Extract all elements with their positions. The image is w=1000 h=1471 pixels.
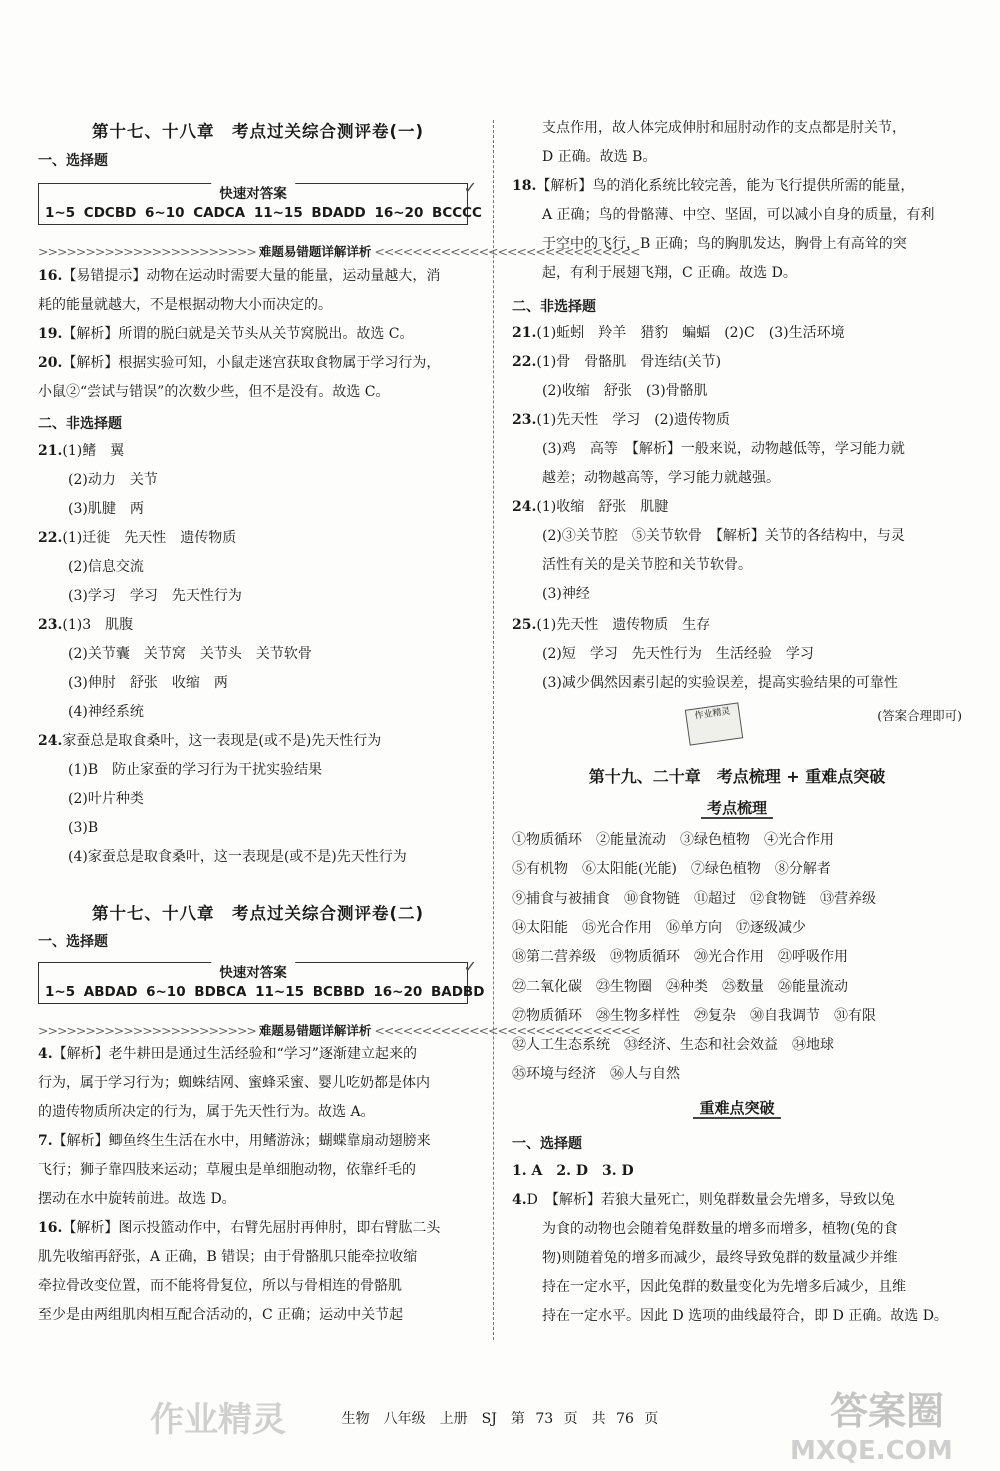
question-number: 21. [38, 443, 63, 459]
kaodian-line: ㉗物质循环 ㉘生物多样性 ㉙复杂 ㉚自我调节 ㉛有限 [512, 1007, 876, 1024]
column-divider [493, 120, 494, 1340]
paper1-q20-line1 [38, 349, 478, 378]
checkmark-icon: ✓ [463, 957, 477, 976]
answer-text: 【解析】根据实验可知，小鼠走迷宫获取食物属于学习行为， [62, 355, 441, 371]
q25-line2: (2)短 学习 先天性行为 生活经验 学习 [542, 646, 814, 662]
stamp-logo: 作业精灵 [685, 702, 743, 745]
q23-line1 [512, 406, 962, 435]
answer-text: 家蚕总是取食桑叶，这一表现是(或不是)先天性行为 [62, 733, 382, 749]
q24-line4: (3)神经 [542, 586, 590, 602]
paper2-q16-line2: 肌先收缩再舒张，A 正确，B 错误；由于骨骼肌只能牵拉收缩 [38, 1249, 418, 1265]
quick-answer-heading: 快速对答案 [211, 961, 295, 981]
kaodian-line: ㉟环境与经济 ㊱人与自然 [512, 1066, 680, 1083]
paper2-title: 第十七、十八章 考点过关综合测评卷(二) [91, 904, 425, 923]
question-number: 21. [512, 325, 537, 341]
paper1-q23-line2: (2)关节囊 关节窝 关节头 关节软骨 [68, 646, 312, 662]
q4-line1 [512, 1186, 962, 1215]
q4-line5: 持在一定水平。因此 D 选项的曲线最符合，即 D 正确。故选 D。 [542, 1308, 948, 1324]
q18-line4: 起，有利于展翅飞翔，C 正确。故选 D。 [542, 265, 797, 281]
paper2-q16-line4: 至少是由两组肌肉相互配合活动的，C 正确；运动中关节起 [38, 1307, 404, 1323]
question-number: 7. [38, 1133, 53, 1149]
answer-text: (1)先天性 学习 (2)遗传物质 [536, 412, 731, 428]
paper2-detail-bar [38, 1021, 640, 1041]
paper1-q16-line1 [38, 262, 478, 291]
paper1-section-choice: 一、选择题 [38, 153, 108, 169]
question-number: 4. [512, 1192, 527, 1208]
cont-line2: D 正确。故选 B。 [542, 149, 657, 165]
q18-line3: 于空中的飞行，B 正确；鸟的胸肌发达，胸骨上有高耸的突 [542, 236, 907, 252]
question-number: 16. [38, 268, 63, 284]
zhongnan-title [512, 1097, 962, 1118]
answer-text: (1)3 肌腹 [62, 617, 134, 633]
kaodian-title [512, 797, 962, 818]
paper2-q4-line3: 的遗传物质所决定的行为，属于先天性行为。故选 A。 [38, 1104, 375, 1120]
paper1-title: 第十七、十八章 考点过关综合测评卷(一) [91, 122, 425, 141]
quick-answer-heading: 快速对答案 [211, 182, 295, 202]
paper2-section-choice: 一、选择题 [38, 934, 108, 950]
right-section-nonchoice: 二、非选择题 [512, 299, 596, 315]
q24-line1 [512, 493, 962, 522]
question-number: 18. [512, 178, 537, 194]
q4-line4: 持在一定水平，因此兔群的数量变化为先增多后减少，且维 [542, 1279, 906, 1295]
question-number: 16. [38, 1220, 63, 1236]
question-number: 23. [38, 617, 63, 633]
kaodian-line: ㉒二氧化碳 ㉓生物圈 ㉔种类 ㉕数量 ㉖能量流动 [512, 978, 848, 995]
paper1-q22-line2: (2)信息交流 [68, 559, 144, 575]
answer-text: 【易错提示】动物在运动时需要大量的能量，运动量越大，消 [62, 268, 441, 284]
paper1-q22-line3: (3)学习 学习 先天性行为 [68, 588, 242, 604]
question-number: 4. [38, 1046, 53, 1062]
question-number: 22. [38, 530, 63, 546]
q4-line3: 物)则随着兔的增多而减少，最终导致兔群的数量减少并维 [542, 1250, 898, 1266]
watermark-logo-left: 作业精灵 [150, 1400, 286, 1440]
paper1-q23-line1 [38, 611, 478, 640]
quick-answer-line: 1~5 ABDAD 6~10 BDBCA 11~15 BCBBD 16~20 BADBD [45, 984, 485, 1000]
kaodian-line: ⑤有机物 ⑥太阳能(光能) ⑦绿色植物 ⑧分解者 [512, 861, 831, 878]
q18-line2: A 正确；鸟的骨骼薄、中空、坚固，可以减小自身的质量，有利 [542, 207, 935, 223]
answer-text: 【解析】鲫鱼终生生活在水中，用鳍游泳；蝴蝶靠扇动翅膀来 [52, 1133, 431, 1149]
page-footer: 生物 八年级 上册 SJ 第 73 页 共 76 页 [341, 1411, 659, 1427]
q22-line1 [512, 348, 962, 377]
answer-text: (1)迁徙 先天性 遗传物质 [62, 530, 237, 546]
detail-heading: 难题易错题详解详析 [258, 244, 372, 259]
kaodian-title-text: 考点梳理 [701, 799, 773, 819]
paper1-q21-line2: (2)动力 关节 [68, 472, 158, 488]
answer-text: (1)骨 骨骼肌 骨连结(关节) [536, 354, 722, 370]
q21 [512, 319, 962, 348]
paper1-q16-line2: 耗的能量就越大，不是根据动物大小而决定的。 [38, 297, 332, 313]
paper1-q24-line1 [38, 727, 478, 756]
paper1-q19 [38, 320, 478, 349]
question-number: 24. [38, 733, 63, 749]
paper2-q7-line3: 摆动在水中旋转前进。故选 D。 [38, 1191, 236, 1207]
q25-line1 [512, 611, 962, 640]
q22-line2: (2)收缩 舒张 (3)骨骼肌 [542, 383, 708, 399]
chevron-decoration-icon: <<<<<<<<<<<<<<<<<<<<<<<<<<<< [371, 1023, 640, 1038]
answer-text: (1)蚯蚓 羚羊 猎豹 蝙蝠 (2)C (3)生活环境 [536, 325, 845, 341]
paper1-quick-answer-box [38, 178, 482, 225]
quick-answer-line: 1~5 CDCBD 6~10 CADCA 11~15 BDADD 16~20 BCCCC [45, 205, 482, 221]
q23-line3: 越差；动物越高等，学习能力就越强。 [542, 470, 780, 486]
kaodian-line: ⑭太阳能 ⑮光合作用 ⑯单方向 ⑰逐级减少 [512, 919, 806, 936]
q4-line2: 为食的动物也会随着兔群数量的增多而增多，植物(兔的食 [542, 1221, 898, 1237]
paper1-q23-line4: (4)神经系统 [68, 704, 144, 720]
paper1-detail-bar [38, 242, 640, 262]
cont-line1: 支点作用，故人体完成伸肘和屈肘动作的支点都是肘关节， [542, 120, 906, 136]
watermark-logo-right: 答案圈 [830, 1389, 945, 1433]
q24-line3: 活性有关的是关节腔和关节软骨。 [542, 557, 752, 573]
zhongnan-title-text: 重难点突破 [693, 1099, 780, 1119]
answer-text: (1)先天性 遗传物质 生存 [536, 617, 711, 633]
question-number: 20. [38, 355, 63, 371]
paper2-quick-answer-box [38, 957, 485, 1004]
paper2-q16-line3: 牵拉骨改变位置，而不能将骨复位，所以与骨相连的骨骼肌 [38, 1278, 402, 1294]
chevron-decoration-icon: >>>>>>>>>>>>>>>>>>>>>>> [38, 1023, 259, 1038]
answer-text: 【解析】老牛耕田是通过生活经验和“学习”逐渐建立起来的 [52, 1046, 417, 1062]
answer-text: (1)收缩 舒张 肌腱 [536, 499, 669, 515]
watermark-url: MXQE.COM [790, 1436, 953, 1466]
paper2-q7-line2: 飞行；狮子靠四肢来运动；草履虫是单细胞动物，依靠纤毛的 [38, 1162, 416, 1178]
kaodian-line: ㉜人工生态系统 ㉝经济、生态和社会效益 ㉞地球 [512, 1037, 834, 1054]
answer-text: 【解析】图示投篮动作中，右臂先屈肘再伸肘，即右臂肱二头 [62, 1220, 441, 1236]
detail-heading: 难题易错题详解详析 [258, 1023, 372, 1038]
q24-line2: (2)③关节腔 ⑤关节软骨 【解析】关节的各结构中，与灵 [542, 528, 905, 544]
paper1-q21-line1 [38, 437, 478, 466]
paper2-q16-line1 [38, 1214, 478, 1243]
q18-line1 [512, 172, 962, 201]
kaodian-line: ⑨捕食与被捕食 ⑩食物链 ⑪超过 ⑫食物链 ⑬营养级 [512, 890, 876, 907]
question-number: 24. [512, 499, 537, 515]
answer-text: 【解析】鸟的消化系统比较完善，能为飞行提供所需的能量， [536, 178, 915, 194]
paper2-q4-line1 [38, 1040, 478, 1069]
chevron-decoration-icon: >>>>>>>>>>>>>>>>>>>>>>> [38, 244, 259, 259]
paper2-q7-line1 [38, 1127, 478, 1156]
q1-3-line: 1. A 2. D 3. D [512, 1163, 634, 1179]
paper1-q24-line5: (4)家蚕总是取食桑叶，这一表现是(或不是)先天性行为 [68, 849, 407, 865]
question-number: 25. [512, 617, 537, 633]
q23-line2: (3)鸡 高等 【解析】一般来说，动物越低等，学习能力就 [542, 441, 905, 457]
ch19-20-title: 第十九、二十章 考点梳理 + 重难点突破 [588, 767, 886, 786]
kaodian-line: ⑱第二营养级 ⑲物质循环 ⑳光合作用 ㉑呼吸作用 [512, 949, 848, 966]
chevron-decoration-icon: <<<<<<<<<<<<<<<<<<<<<<<<<<<< [371, 244, 640, 259]
right-section-choice: 一、选择题 [512, 1136, 582, 1152]
paper1-q22-line1 [38, 524, 478, 553]
q25-line3: (3)减少偶然因素引起的实验误差，提高实验结果的可靠性 [542, 675, 898, 691]
right-column [512, 0, 962, 1471]
paper1-q20-line2: 小鼠②“尝试与错误”的次数少些，但不是没有。故选 C。 [38, 384, 390, 400]
question-number: 23. [512, 412, 537, 428]
paper1-section-nonchoice: 二、非选择题 [38, 416, 122, 432]
kaodian-line: ①物质循环 ②能量流动 ③绿色植物 ④光合作用 [512, 832, 834, 848]
answer-text: D 【解析】若狼大量死亡，则兔群数量会先增多，导致以兔 [526, 1192, 895, 1208]
answer-text: (1)鳍 翼 [62, 443, 125, 459]
paper1-q24-line2: (1)B 防止家蚕的学习行为干扰实验结果 [68, 762, 323, 778]
paper1-q24-line4: (3)B [68, 820, 99, 836]
answer-text: 【解析】所谓的脱臼就是关节头从关节窝脱出。故选 C。 [62, 326, 414, 342]
question-number: 19. [38, 326, 63, 342]
question-number: 22. [512, 354, 537, 370]
paper1-q23-line3: (3)伸肘 舒张 收缩 两 [68, 675, 228, 691]
paper1-q24-line3: (2)叶片种类 [68, 791, 144, 807]
paper1-q21-line3: (3)肌腱 两 [68, 501, 144, 517]
paper2-q4-line2: 行为，属于学习行为；蜘蛛结网、蜜蜂采蜜、婴儿吃奶都是体内 [38, 1075, 430, 1091]
answer-note: (答案合理即可) [877, 708, 962, 723]
checkmark-icon: ✓ [463, 178, 477, 197]
